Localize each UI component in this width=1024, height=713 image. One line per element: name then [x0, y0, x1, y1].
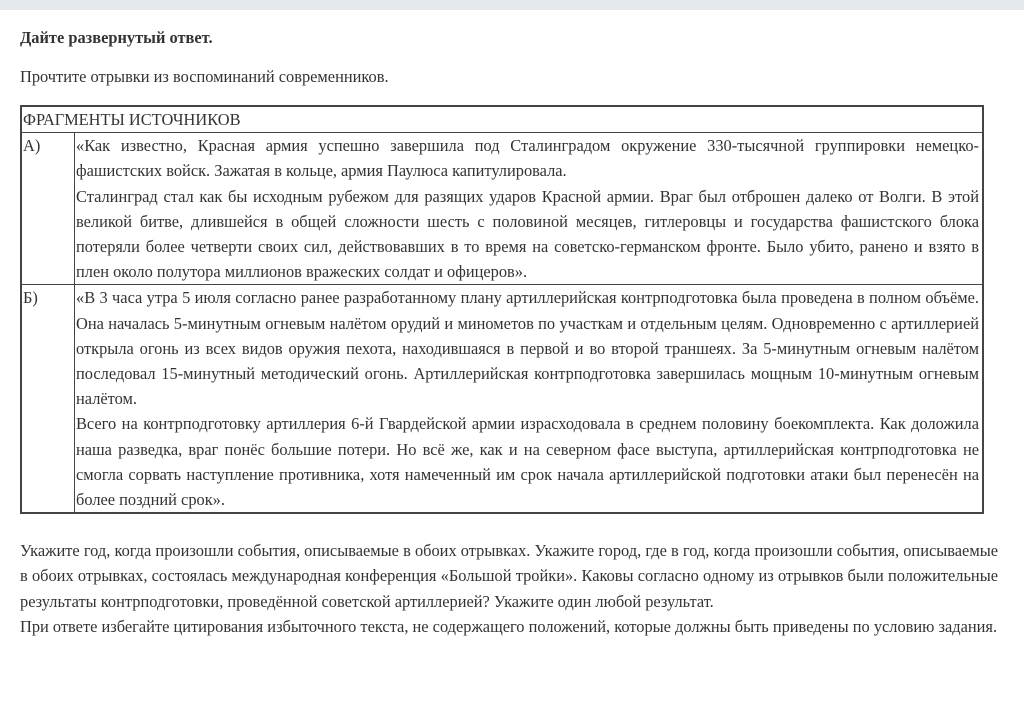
task-content — [20, 26, 998, 639]
question-text: Укажите год, когда произошли события, описываемые в обоих отрывках. Укажите город, где в год, когда произошли события, описываемые в обоих отрывках, состоялась международная конференция «Большой тройки». Каковы согласно одному из отрывков были положительные результаты контрподготовки, проведённой советской артиллерией? Укажите один любой результат. — [20, 541, 998, 611]
question-block — [20, 538, 998, 639]
fragment-letter-a: А) — [21, 133, 75, 285]
task-heading: Дайте развернутый ответ. — [20, 28, 213, 47]
task-intro: Прочтите отрывки из воспоминаний современников. — [20, 67, 389, 86]
sources-caption-row — [21, 106, 983, 133]
fragment-b-paragraph-1: «В 3 часа утра 5 июля согласно ранее разработанному плану артиллерийская контрподготовка была проведена в полном объёме. Она началась 5-минутным огневым налётом орудий и минометов по участкам и отдельным целям. Одновременно с артиллерией открыла огонь из всех видов оружия пехота, находившаяся в первой и во второй траншеях. За 5-минутным огневым налётом последовал 15-минутный методический огонь. Артиллерийская контрподготовка завершилась мощным 10-минутным огневым налётом. — [76, 288, 979, 409]
fragment-text-b — [75, 285, 984, 513]
sources-table — [20, 105, 984, 514]
fragment-a-paragraph-1: «Как известно, Красная армия успешно завершила под Сталинградом окружение 330-тысячной группировки немецко-фашистских войск. Зажатая в кольце, армия Паулюса капитулировала. — [76, 136, 979, 181]
fragment-text-a — [75, 133, 984, 285]
answer-instruction: При ответе избегайте цитирования избыточного текста, не содержащего положений, которые должны быть приведены по условию задания. — [20, 616, 998, 636]
fragment-a-paragraph-2: Сталинград стал как бы исходным рубежом для разящих ударов Красной армии. Враг был отброшен далеко от Волги. В этой великой битве, длившейся в общей сложности шесть с половиной месяцев, гитлеровцы и государства фашистского блока потеряли более четверти своих сил, действовавших в то время на советско-германском фронте. Было убито, ранено и взято в плен около полутора миллионов вражеских солдат и офицеров». — [76, 186, 979, 282]
top-bar — [0, 0, 1024, 10]
fragment-row-a — [21, 133, 983, 285]
fragment-row-b — [21, 285, 983, 513]
fragment-b-paragraph-2: Всего на контрподготовку артиллерия 6-й Гвардейской армии израсходовала в среднем половину боекомплекта. Как доложила наша разведка, враг понёс большие потери. Но всё же, как и на северном фасе выступа, артиллерийская контрподготовка не смогла сорвать наступление противника, хотя намеченный им срок начала артиллерийской подготовки атаки был перенесён на более поздний срок». — [76, 414, 979, 510]
sources-caption: ФРАГМЕНТЫ ИСТОЧНИКОВ — [21, 106, 983, 133]
fragment-letter-b: Б) — [21, 285, 75, 513]
